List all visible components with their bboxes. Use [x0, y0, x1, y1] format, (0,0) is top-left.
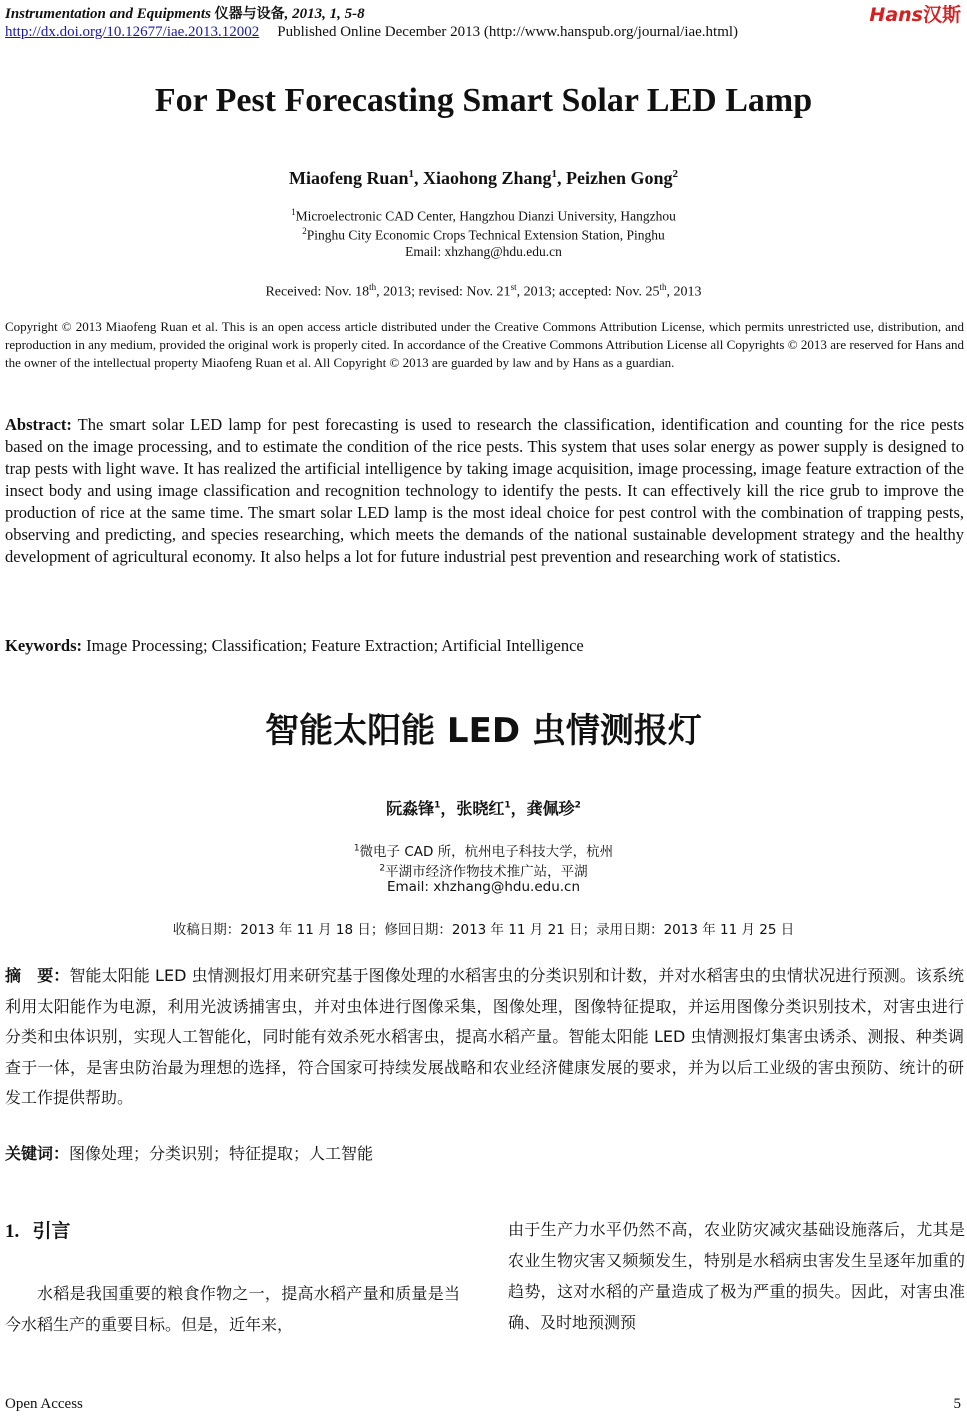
abstract-zh: [5, 961, 964, 1114]
email-zh: Email: xhzhang@hdu.edu.cn: [386, 879, 581, 895]
author: Xiaohong Zhang: [422, 168, 552, 188]
received-dates-en: Received: Nov. 18th, 2013; revised: Nov. 21st, 2013; accepted: Nov. 25th, 2013: [265, 282, 702, 300]
copyright-notice: Copyright © 2013 Miaofeng Ruan et al. This is an open access article distributed under the Creative Commons Attribution License, which permits unrestricted use, distribution, and reproduction in any medium, provided the original work is properly cited. In accordance of the Creative Commons Attribution License all Copyrights © 2013 are reserved for Hans and the owner of the intellectual property Miaofeng Ruan et al. All Copyright © 2013 are guarded by law and by Hans as a guardian.: [5, 319, 964, 370]
author: Peizhen Gong: [566, 168, 673, 188]
journal-issue: , 2013, 1, 5-8: [284, 6, 365, 22]
doi-line: [5, 24, 738, 41]
affiliation-1: $^1$Microelectronic CAD Center, Hangzhou Dianzi University, Hangzhou: [291, 207, 676, 224]
author: 阮淼锋: [386, 799, 435, 818]
authors-en: Miaofeng Ruan$^1$, Xiaohong Zhang$^1$, Peizhen Gong$^2$: [288, 168, 679, 188]
journal-name-zh: 仪器与设备: [214, 6, 285, 22]
body-text-left-column: 水稻是我国重要的粮食作物之一，提高水稻产量和质量是当今水稻生产的重要目标。但是，近年来，: [5, 1284, 460, 1334]
doi-link[interactable]: http://dx.doi.org/10.12677/iae.2013.12002: [5, 24, 260, 40]
keywords-text-zh: 图像处理；分类识别；特征提取；人工智能: [69, 1144, 374, 1163]
section-heading: 1. 引言: [5, 1220, 71, 1242]
authors-zh: 阮淼锋$^1$，张晓红$^1$，龚佩珍$^2$: [386, 799, 581, 818]
abstract-en: [5, 414, 964, 568]
abstract-text: The smart solar LED lamp for pest forecasting is used to research the classification, identification and counting for the rice pests based on the image processing, and to estimate the condition of the rice pests. This system that uses solar energy as power supply is designed to trap pests with light wave. It has realized the artificial intelligence by taking image acquisition, image processing, image feature extraction of the insect body and using image classification and recognition technology to identify the pests. It can effectively kill the rice grub to improve the production of rice at the same time. The smart solar LED lamp is the most ideal choice for pest control with the combination of trapping pests, observing and predicting, and species researching, which meets the demands of the national sustainable development strategy and the healthy development of agricultural economy. It also helps a lot for future industrial pest prevention and researching work of statistics.: [5, 415, 964, 566]
footer-open-access: Open Access: [5, 1396, 83, 1412]
abstract-text-zh: 智能太阳能 LED 虫情测报灯用来研究基于图像处理的水稻害虫的分类识别和计数，并对水稻害虫的虫情状况进行预测。该系统利用太阳能作为电源，利用光波诱捕害虫，并对虫体进行图像采集，图像处理，图像特征提取，并运用图像分类识别技术，对害虫进行分类和虫体识别，实现人工智能化，同时能有效杀死水稻害虫，提高水稻产量。智能太阳能 LED 虫情测报灯集害虫诱杀、测报、种类调查于一体，是害虫防治最为理想的选择，符合国家可持续发展战略和农业经济健康发展的要求，并为以后工业级的害虫预防、统计的研发工作提供帮助。: [5, 966, 964, 1107]
received-dates-zh: 收稿日期：2013 年 11 月 18 日；修回日期：2013 年 11 月 21 日；录用日期：2013 年 11 月 25 日: [172, 922, 795, 938]
abstract-label: Abstract:: [5, 415, 72, 434]
keywords-text: Image Processing; Classification; Feature Extraction; Artificial Intelligence: [82, 636, 584, 655]
email-en: Email: xhzhang@hdu.edu.cn: [405, 244, 562, 259]
published-online: Published Online December 2013 (http://www.hanspub.org/journal/iae.html): [277, 24, 739, 40]
author: Miaofeng Ruan: [288, 168, 409, 188]
journal-name: Instrumentation and Equipments: [5, 6, 211, 22]
author: 张晓红: [456, 799, 505, 818]
keywords-en: [5, 636, 964, 656]
page-number: 5: [953, 1396, 961, 1412]
paper-title-zh: 智能太阳能 LED 虫情测报灯: [265, 711, 702, 751]
keywords-label: Keywords:: [5, 636, 82, 655]
affiliation-2: $^2$Pinghu City Economic Crops Technical Extension Station, Pinghu: [302, 226, 665, 243]
abstract-label-zh: 摘 要：: [5, 966, 70, 985]
journal-header: [5, 3, 365, 23]
publisher-logo: Hans汉斯: [869, 4, 961, 26]
body-text-right-column: 由于生产力水平仍然不高，农业防灾减灾基础设施落后，尤其是农业生物灾害又频频发生，特别是水稻病虫害发生呈逐年加重的趋势，这对水稻的产量造成了极为严重的损失。因此，对害虫准确、及时地预测预: [508, 1220, 965, 1332]
paper-title-en: For Pest Forecasting Smart Solar LED Lamp: [154, 82, 813, 119]
affiliation-zh-1: $^1$微电子 CAD 所，杭州电子科技大学，杭州: [353, 843, 614, 860]
affiliation-zh-2: $^2$平湖市经济作物技术推广站，平湖: [379, 863, 588, 880]
author: 龚佩珍: [526, 799, 575, 818]
keywords-label-zh: 关键词：: [5, 1144, 70, 1163]
keywords-zh: [5, 1141, 964, 1164]
